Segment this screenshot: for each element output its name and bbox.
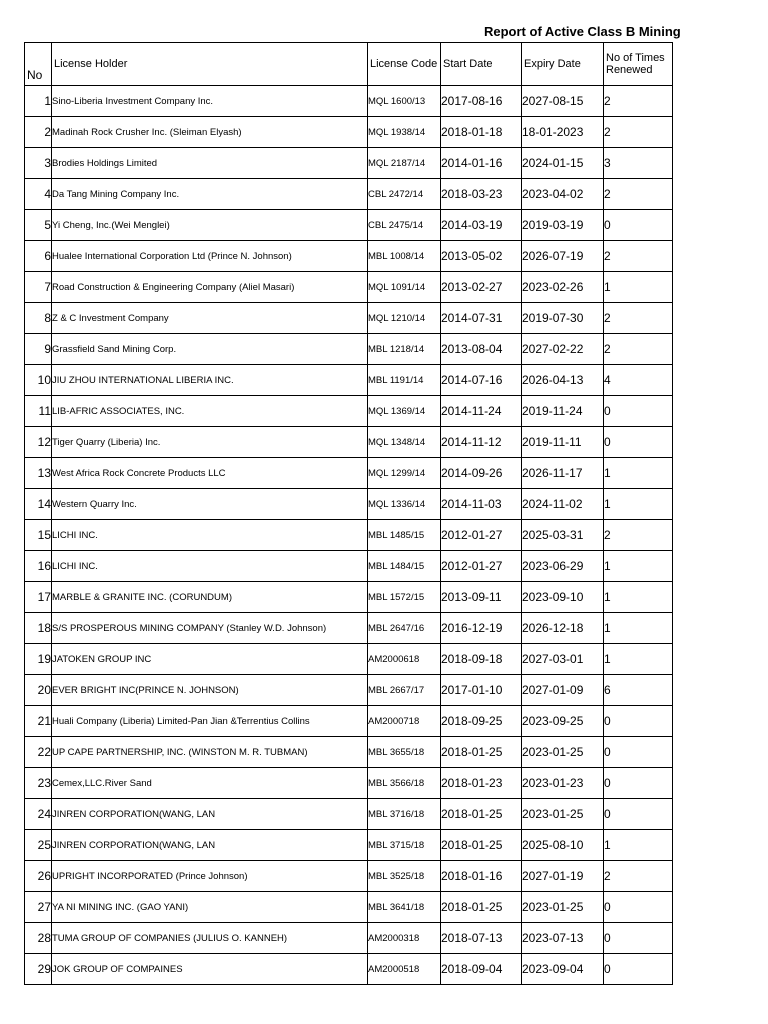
row-number-cell: 22 xyxy=(25,737,52,768)
license-holder-cell: Z & C Investment Company xyxy=(52,303,368,334)
expiry-date-cell: 2019-11-24 xyxy=(522,396,604,427)
times-renewed-cell: 2 xyxy=(604,241,673,272)
row-number-cell: 16 xyxy=(25,551,52,582)
expiry-date-cell: 2025-03-31 xyxy=(522,520,604,551)
start-date-cell: 2013-09-11 xyxy=(441,582,522,613)
table-row xyxy=(25,117,673,148)
license-code-cell: MBL 3715/18 xyxy=(368,830,441,861)
start-date-cell: 2014-11-12 xyxy=(441,427,522,458)
start-date-cell: 2018-03-23 xyxy=(441,179,522,210)
expiry-date-cell: 2026-12-18 xyxy=(522,613,604,644)
expiry-date-cell: 2023-01-25 xyxy=(522,892,604,923)
start-date-cell: 2016-12-19 xyxy=(441,613,522,644)
row-number-cell: 3 xyxy=(25,148,52,179)
times-renewed-cell: 2 xyxy=(604,179,673,210)
row-number-cell: 10 xyxy=(25,365,52,396)
license-code-cell: MBL 3566/18 xyxy=(368,768,441,799)
license-code-cell: MQL 1299/14 xyxy=(368,458,441,489)
expiry-date-cell: 2019-11-11 xyxy=(522,427,604,458)
header-no: No xyxy=(25,43,52,86)
license-table xyxy=(24,42,673,985)
row-number-cell: 13 xyxy=(25,458,52,489)
expiry-date-cell: 2025-08-10 xyxy=(522,830,604,861)
table-row xyxy=(25,396,673,427)
expiry-date-cell: 2024-01-15 xyxy=(522,148,604,179)
row-number-cell: 9 xyxy=(25,334,52,365)
license-code-cell: MBL 1218/14 xyxy=(368,334,441,365)
license-holder-cell: LICHI INC. xyxy=(52,520,368,551)
license-code-cell: MQL 1210/14 xyxy=(368,303,441,334)
row-number-cell: 12 xyxy=(25,427,52,458)
times-renewed-cell: 1 xyxy=(604,458,673,489)
times-renewed-cell: 2 xyxy=(604,334,673,365)
times-renewed-cell: 1 xyxy=(604,582,673,613)
license-code-cell: MQL 1091/14 xyxy=(368,272,441,303)
license-code-cell: MBL 1485/15 xyxy=(368,520,441,551)
license-code-cell: CBL 2472/14 xyxy=(368,179,441,210)
table-row xyxy=(25,334,673,365)
license-holder-cell: Brodies Holdings Limited xyxy=(52,148,368,179)
header-times-renewed: No of Times Renewed xyxy=(604,43,673,86)
row-number-cell: 21 xyxy=(25,706,52,737)
row-number-cell: 17 xyxy=(25,582,52,613)
start-date-cell: 2018-09-18 xyxy=(441,644,522,675)
times-renewed-cell: 4 xyxy=(604,365,673,396)
row-number-cell: 27 xyxy=(25,892,52,923)
license-code-cell: MBL 2667/17 xyxy=(368,675,441,706)
row-number-cell: 15 xyxy=(25,520,52,551)
license-code-cell: MQL 1369/14 xyxy=(368,396,441,427)
start-date-cell: 2017-01-10 xyxy=(441,675,522,706)
row-number-cell: 2 xyxy=(25,117,52,148)
table-row xyxy=(25,489,673,520)
times-renewed-cell: 1 xyxy=(604,551,673,582)
expiry-date-cell: 2027-08-15 xyxy=(522,86,604,117)
expiry-date-cell: 2023-07-13 xyxy=(522,923,604,954)
times-renewed-cell: 2 xyxy=(604,117,673,148)
table-row xyxy=(25,613,673,644)
license-holder-cell: LIB-AFRIC ASSOCIATES, INC. xyxy=(52,396,368,427)
table-header-row xyxy=(25,43,673,86)
license-holder-cell: Da Tang Mining Company Inc. xyxy=(52,179,368,210)
times-renewed-cell: 2 xyxy=(604,303,673,334)
expiry-date-cell: 2023-09-25 xyxy=(522,706,604,737)
expiry-date-cell: 2019-03-19 xyxy=(522,210,604,241)
row-number-cell: 8 xyxy=(25,303,52,334)
table-row xyxy=(25,303,673,334)
expiry-date-cell: 2027-02-22 xyxy=(522,334,604,365)
license-holder-cell: Cemex,LLC.River Sand xyxy=(52,768,368,799)
license-code-cell: MQL 1600/13 xyxy=(368,86,441,117)
table-row xyxy=(25,148,673,179)
times-renewed-cell: 0 xyxy=(604,892,673,923)
row-number-cell: 6 xyxy=(25,241,52,272)
table-row xyxy=(25,768,673,799)
license-code-cell: MBL 1572/15 xyxy=(368,582,441,613)
times-renewed-cell: 0 xyxy=(604,737,673,768)
license-holder-cell: LICHI INC. xyxy=(52,551,368,582)
table-row xyxy=(25,954,673,985)
license-holder-cell: Hualee International Corporation Ltd (Prince N. Johnson) xyxy=(52,241,368,272)
row-number-cell: 28 xyxy=(25,923,52,954)
times-renewed-cell: 1 xyxy=(604,613,673,644)
times-renewed-cell: 2 xyxy=(604,86,673,117)
start-date-cell: 2014-11-03 xyxy=(441,489,522,520)
row-number-cell: 11 xyxy=(25,396,52,427)
license-holder-cell: Sino-Liberia Investment Company Inc. xyxy=(52,86,368,117)
table-row xyxy=(25,365,673,396)
table-row xyxy=(25,551,673,582)
expiry-date-cell: 2023-01-25 xyxy=(522,799,604,830)
license-code-cell: AM2000718 xyxy=(368,706,441,737)
table-row xyxy=(25,210,673,241)
start-date-cell: 2014-03-19 xyxy=(441,210,522,241)
row-number-cell: 18 xyxy=(25,613,52,644)
license-code-cell: MBL 1191/14 xyxy=(368,365,441,396)
table-row xyxy=(25,644,673,675)
expiry-date-cell: 2023-06-29 xyxy=(522,551,604,582)
expiry-date-cell: 2027-01-09 xyxy=(522,675,604,706)
times-renewed-cell: 2 xyxy=(604,520,673,551)
license-holder-cell: JINREN CORPORATION(WANG, LAN xyxy=(52,830,368,861)
expiry-date-cell: 2027-03-01 xyxy=(522,644,604,675)
license-code-cell: AM2000318 xyxy=(368,923,441,954)
times-renewed-cell: 0 xyxy=(604,706,673,737)
start-date-cell: 2018-01-23 xyxy=(441,768,522,799)
expiry-date-cell: 2026-04-13 xyxy=(522,365,604,396)
row-number-cell: 23 xyxy=(25,768,52,799)
expiry-date-cell: 2024-11-02 xyxy=(522,489,604,520)
license-code-cell: MQL 2187/14 xyxy=(368,148,441,179)
start-date-cell: 2018-07-13 xyxy=(441,923,522,954)
license-code-cell: CBL 2475/14 xyxy=(368,210,441,241)
expiry-date-cell: 2026-11-17 xyxy=(522,458,604,489)
table-row xyxy=(25,427,673,458)
page-title: Report of Active Class B Mining xyxy=(484,24,681,39)
header-license-holder: License Holder xyxy=(52,43,368,86)
license-code-cell: MBL 3525/18 xyxy=(368,861,441,892)
times-renewed-cell: 1 xyxy=(604,489,673,520)
start-date-cell: 2013-05-02 xyxy=(441,241,522,272)
start-date-cell: 2014-07-31 xyxy=(441,303,522,334)
license-holder-cell: YA NI MINING INC. (GAO YANI) xyxy=(52,892,368,923)
times-renewed-cell: 0 xyxy=(604,427,673,458)
license-holder-cell: Huali Company (Liberia) Limited-Pan Jian &Terrentius Collins xyxy=(52,706,368,737)
start-date-cell: 2014-09-26 xyxy=(441,458,522,489)
times-renewed-cell: 0 xyxy=(604,210,673,241)
start-date-cell: 2018-01-25 xyxy=(441,737,522,768)
license-holder-cell: Madinah Rock Crusher Inc. (Sleiman Elyash) xyxy=(52,117,368,148)
table-row xyxy=(25,272,673,303)
row-number-cell: 25 xyxy=(25,830,52,861)
start-date-cell: 2018-01-18 xyxy=(441,117,522,148)
start-date-cell: 2017-08-16 xyxy=(441,86,522,117)
license-holder-cell: JATOKEN GROUP INC xyxy=(52,644,368,675)
row-number-cell: 29 xyxy=(25,954,52,985)
license-code-cell: MQL 1336/14 xyxy=(368,489,441,520)
license-holder-cell: Western Quarry Inc. xyxy=(52,489,368,520)
license-holder-cell: JINREN CORPORATION(WANG, LAN xyxy=(52,799,368,830)
table-row xyxy=(25,520,673,551)
start-date-cell: 2018-01-16 xyxy=(441,861,522,892)
header-start-date: Start Date xyxy=(441,43,522,86)
license-code-cell: AM2000618 xyxy=(368,644,441,675)
expiry-date-cell: 2019-07-30 xyxy=(522,303,604,334)
expiry-date-cell: 2023-01-25 xyxy=(522,737,604,768)
row-number-cell: 7 xyxy=(25,272,52,303)
start-date-cell: 2018-01-25 xyxy=(441,799,522,830)
start-date-cell: 2014-11-24 xyxy=(441,396,522,427)
header-expiry-date: Expiry Date xyxy=(522,43,604,86)
license-code-cell: MQL 1938/14 xyxy=(368,117,441,148)
row-number-cell: 5 xyxy=(25,210,52,241)
table-row xyxy=(25,799,673,830)
expiry-date-cell: 2023-09-04 xyxy=(522,954,604,985)
license-code-cell: MBL 1484/15 xyxy=(368,551,441,582)
start-date-cell: 2013-02-27 xyxy=(441,272,522,303)
license-holder-cell: Road Construction & Engineering Company (Aliel Masari) xyxy=(52,272,368,303)
expiry-date-cell: 18-01-2023 xyxy=(522,117,604,148)
license-code-cell: MQL 1348/14 xyxy=(368,427,441,458)
start-date-cell: 2012-01-27 xyxy=(441,551,522,582)
license-holder-cell: EVER BRIGHT INC(PRINCE N. JOHNSON) xyxy=(52,675,368,706)
table-row xyxy=(25,241,673,272)
start-date-cell: 2018-09-04 xyxy=(441,954,522,985)
license-code-cell: MBL 3716/18 xyxy=(368,799,441,830)
license-holder-cell: Tiger Quarry (Liberia) Inc. xyxy=(52,427,368,458)
table-row xyxy=(25,923,673,954)
start-date-cell: 2012-01-27 xyxy=(441,520,522,551)
license-code-cell: AM2000518 xyxy=(368,954,441,985)
expiry-date-cell: 2027-01-19 xyxy=(522,861,604,892)
table-row xyxy=(25,892,673,923)
times-renewed-cell: 0 xyxy=(604,799,673,830)
times-renewed-cell: 0 xyxy=(604,954,673,985)
row-number-cell: 14 xyxy=(25,489,52,520)
start-date-cell: 2018-09-25 xyxy=(441,706,522,737)
table-row xyxy=(25,675,673,706)
table-row xyxy=(25,582,673,613)
license-holder-cell: TUMA GROUP OF COMPANIES (JULIUS O. KANNEH) xyxy=(52,923,368,954)
row-number-cell: 1 xyxy=(25,86,52,117)
header-license-code: License Code xyxy=(368,43,441,86)
times-renewed-cell: 0 xyxy=(604,768,673,799)
table-row xyxy=(25,86,673,117)
times-renewed-cell: 1 xyxy=(604,644,673,675)
row-number-cell: 24 xyxy=(25,799,52,830)
expiry-date-cell: 2023-04-02 xyxy=(522,179,604,210)
license-code-cell: MBL 1008/14 xyxy=(368,241,441,272)
table-row xyxy=(25,458,673,489)
times-renewed-cell: 3 xyxy=(604,148,673,179)
license-code-cell: MBL 3641/18 xyxy=(368,892,441,923)
license-holder-cell: JOK GROUP OF COMPAINES xyxy=(52,954,368,985)
table-row xyxy=(25,861,673,892)
row-number-cell: 26 xyxy=(25,861,52,892)
start-date-cell: 2013-08-04 xyxy=(441,334,522,365)
times-renewed-cell: 2 xyxy=(604,861,673,892)
license-code-cell: MBL 2647/16 xyxy=(368,613,441,644)
table-row xyxy=(25,706,673,737)
row-number-cell: 19 xyxy=(25,644,52,675)
license-holder-cell: MARBLE & GRANITE INC. (CORUNDUM) xyxy=(52,582,368,613)
start-date-cell: 2014-07-16 xyxy=(441,365,522,396)
license-code-cell: MBL 3655/18 xyxy=(368,737,441,768)
license-holder-cell: UP CAPE PARTNERSHIP, INC. (WINSTON M. R. TUBMAN) xyxy=(52,737,368,768)
license-holder-cell: S/S PROSPEROUS MINING COMPANY (Stanley W.D. Johnson) xyxy=(52,613,368,644)
times-renewed-cell: 0 xyxy=(604,396,673,427)
license-holder-cell: West Africa Rock Concrete Products LLC xyxy=(52,458,368,489)
table-row xyxy=(25,830,673,861)
times-renewed-cell: 6 xyxy=(604,675,673,706)
times-renewed-cell: 1 xyxy=(604,830,673,861)
expiry-date-cell: 2023-02-26 xyxy=(522,272,604,303)
license-holder-cell: Grassfield Sand Mining Corp. xyxy=(52,334,368,365)
start-date-cell: 2018-01-25 xyxy=(441,830,522,861)
license-holder-cell: Yi Cheng, Inc.(Wei Menglei) xyxy=(52,210,368,241)
license-holder-cell: UPRIGHT INCORPORATED (Prince Johnson) xyxy=(52,861,368,892)
table-row xyxy=(25,179,673,210)
expiry-date-cell: 2023-01-23 xyxy=(522,768,604,799)
start-date-cell: 2018-01-25 xyxy=(441,892,522,923)
license-holder-cell: JIU ZHOU INTERNATIONAL LIBERIA INC. xyxy=(52,365,368,396)
row-number-cell: 20 xyxy=(25,675,52,706)
table-row xyxy=(25,737,673,768)
expiry-date-cell: 2023-09-10 xyxy=(522,582,604,613)
times-renewed-cell: 1 xyxy=(604,272,673,303)
times-renewed-cell: 0 xyxy=(604,923,673,954)
row-number-cell: 4 xyxy=(25,179,52,210)
start-date-cell: 2014-01-16 xyxy=(441,148,522,179)
expiry-date-cell: 2026-07-19 xyxy=(522,241,604,272)
